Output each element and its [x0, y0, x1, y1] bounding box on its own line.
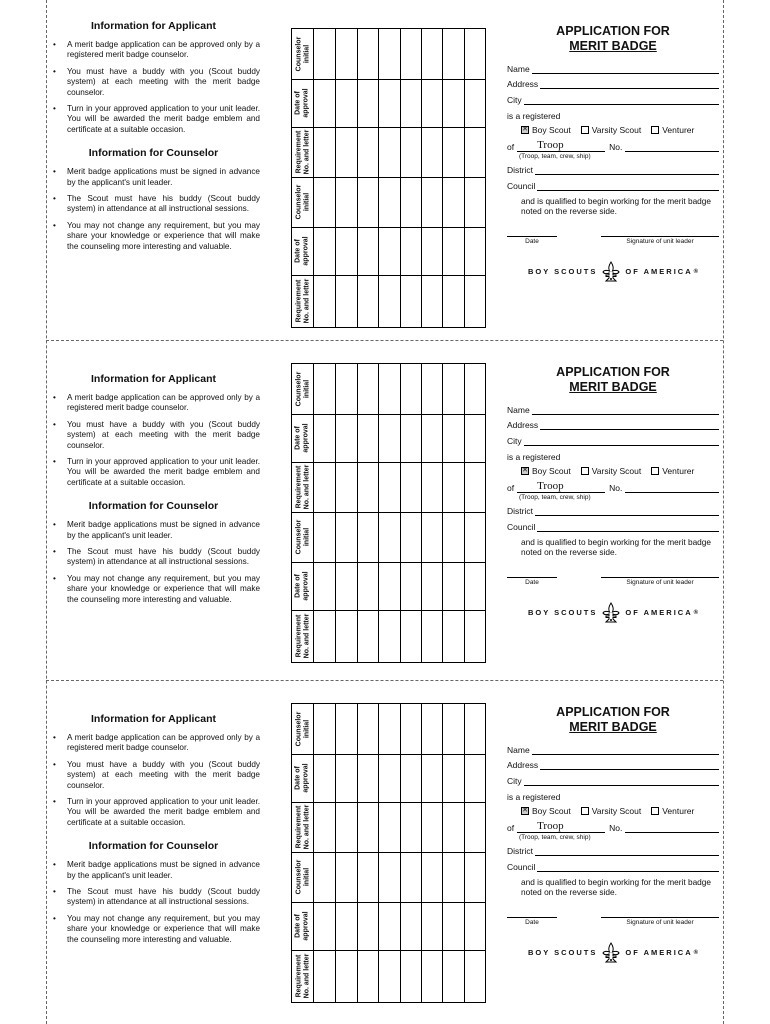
grid-label: Counselor initial [295, 859, 310, 895]
title-line-1: APPLICATION FOR [556, 24, 670, 38]
grid-label: Date of approval [295, 88, 310, 118]
bullet: • [53, 913, 56, 923]
district-label: District [507, 506, 533, 516]
list-item [47, 887, 260, 908]
form-title [507, 705, 719, 735]
bullet: • [53, 797, 56, 807]
grid-label: Date of approval [295, 236, 310, 266]
grid-row-line [314, 462, 485, 463]
date-signature-line[interactable]: Date [507, 917, 557, 926]
list-item [47, 40, 260, 61]
list-item [47, 104, 260, 135]
list-item-text: Merit badge applications must be signed in advance by the applicant's unit leader. [67, 520, 260, 540]
grid-label: Counselor initial [295, 711, 310, 747]
venturer-label: Venturer [662, 465, 695, 476]
grid-row-line [314, 802, 485, 803]
grid-column-line [400, 364, 401, 662]
registered-label: is a registered [507, 110, 561, 121]
grid-label: Requirement No. and letter [295, 464, 311, 510]
registered-trademark: ® [693, 609, 699, 616]
list-item [47, 420, 260, 451]
grid-column-line [335, 704, 336, 1002]
qualified-statement: and is qualified to begin working for the merit badge noted on the reverse side. [521, 195, 712, 216]
unit-hint: (Troop, team, crew, ship) [519, 833, 591, 841]
city-field[interactable] [507, 770, 719, 786]
grid-row-line [314, 177, 485, 178]
info-column [47, 20, 260, 258]
list-item-text: You must have a buddy with you (Scout buddy system) at each meeting with the merit badge counselor. [67, 759, 260, 790]
unit-number-label: No. [609, 141, 623, 152]
grid-label: Counselor initial [295, 184, 310, 220]
grid-column-line [378, 29, 379, 327]
varsity-scout-checkbox[interactable] [581, 467, 589, 475]
grid-column-line [442, 29, 443, 327]
grid-label: Counselor initial [295, 519, 310, 555]
application-form [507, 24, 719, 283]
varsity-scout-label: Varsity Scout [591, 465, 642, 476]
counselor-info-heading: Information for Counselor [88, 147, 219, 160]
of-label: of [507, 482, 515, 493]
grid-label: Date of approval [295, 911, 310, 941]
bsa-left-text: BOY SCOUTS [527, 267, 598, 276]
list-item [47, 797, 260, 828]
info-column [47, 373, 260, 611]
city-label: City [507, 775, 522, 786]
applicant-info-list [47, 733, 260, 828]
council-input-line[interactable] [537, 522, 719, 532]
grid-label: Date of approval [295, 423, 310, 453]
fleur-de-lis-icon [601, 261, 621, 283]
bullet: • [53, 40, 56, 49]
bsa-footer [507, 261, 719, 283]
list-item-text: Turn in your approved application to your unit leader. You will be awarded the merit badge emblem and certificate at a suitable occasion. [67, 797, 260, 827]
applicant-info-heading: Information for Applicant [90, 373, 217, 385]
grid-column-line [464, 704, 465, 1002]
title-line-2: MERIT BADGE [569, 380, 657, 394]
grid-row-line [314, 562, 485, 563]
name-label: Name [507, 404, 530, 415]
grid-column-line [357, 29, 358, 327]
list-item [47, 221, 260, 252]
counselor-info-heading: Information for Counselor [88, 500, 219, 513]
grid-column-line [400, 704, 401, 1002]
application-form [507, 705, 719, 964]
bullet: • [53, 167, 56, 177]
varsity-scout-checkbox[interactable] [581, 126, 589, 134]
applicant-info-list [47, 393, 260, 488]
grid-cells[interactable] [314, 364, 485, 662]
list-item-text: Turn in your approved application to your unit leader. You will be awarded the merit badge emblem and certificate at a suitable occasion. [67, 104, 260, 134]
unit-hint: (Troop, team, crew, ship) [519, 152, 591, 160]
bullet: • [53, 573, 56, 583]
registered-trademark: ® [693, 268, 699, 275]
counselor-info-list [47, 860, 260, 945]
name-input-line[interactable] [532, 64, 719, 74]
varsity-scout-option[interactable] [581, 806, 641, 816]
district-label: District [507, 165, 533, 175]
address-label: Address [507, 420, 539, 430]
grid-column-line [335, 364, 336, 662]
grid-column-line [442, 704, 443, 1002]
grid-label: Requirement No. and letter [295, 278, 311, 323]
bullet: • [53, 759, 56, 769]
list-item-text: You may not change any requirement, but you may share your knowledge or experience that will make the counseling more interesting and valuable. [67, 220, 260, 251]
grid-row-line [314, 512, 485, 513]
list-item-text: Turn in your approved application to your unit leader. You will be awarded the merit badge emblem and certificate at a suitable occasion. [67, 457, 260, 487]
council-field[interactable] [507, 856, 719, 872]
grid-label: Requirement No. and letter [295, 613, 311, 658]
grid-column-line [464, 29, 465, 327]
grid-row-line [314, 414, 485, 415]
list-item-text: Merit badge applications must be signed in advance by the applicant's unit leader. [67, 860, 260, 880]
list-item [47, 520, 260, 541]
varsity-scout-checkbox[interactable] [581, 807, 589, 815]
fleur-de-lis-icon [601, 602, 621, 624]
title-line-1: APPLICATION FOR [556, 705, 670, 719]
unit-leader-signature-line[interactable]: Signature of unit leader [601, 917, 719, 926]
list-item [47, 733, 260, 754]
counselor-info-list [47, 167, 260, 252]
unit-number-label: No. [609, 482, 623, 493]
venturer-option[interactable] [651, 125, 694, 135]
name-field[interactable] [507, 58, 719, 74]
requirements-grid [291, 28, 486, 328]
grid-row-line [314, 227, 485, 228]
bullet: • [53, 547, 56, 557]
list-item-text: The Scout must have his buddy (Scout buddy system) in attendance at all instructional sessions. [67, 887, 260, 907]
name-field[interactable] [507, 739, 719, 755]
bullet: • [53, 66, 56, 76]
list-item [47, 194, 260, 215]
bullet: • [53, 520, 56, 530]
grid-column-line [357, 364, 358, 662]
bullet: • [53, 733, 56, 742]
boy-scout-label: Boy Scout [532, 805, 571, 816]
grid-cells[interactable] [314, 704, 485, 1002]
list-item-text: The Scout must have his buddy (Scout buddy system) in attendance at all instructional sessions. [67, 194, 260, 214]
info-column [47, 713, 260, 951]
address-input-line[interactable] [540, 79, 719, 89]
unit-leader-signature-line[interactable]: Signature of unit leader [601, 577, 719, 586]
boy-scout-option[interactable] [521, 125, 571, 135]
council-field[interactable] [507, 516, 719, 532]
grid-label: Requirement No. and letter [295, 129, 311, 175]
grid-column-line [357, 704, 358, 1002]
name-input-line[interactable] [532, 405, 719, 415]
address-input-line[interactable] [540, 760, 719, 770]
venturer-label: Venturer [662, 805, 695, 816]
grid-label: Date of approval [295, 571, 310, 601]
bullet: • [53, 419, 56, 429]
grid-column-line [378, 364, 379, 662]
address-field[interactable] [507, 755, 719, 771]
bullet: • [53, 220, 56, 230]
city-field[interactable] [507, 430, 719, 446]
bsa-right-text: OF AMERICA [625, 948, 693, 957]
list-item-text: Merit badge applications must be signed in advance by the applicant's unit leader. [67, 167, 260, 187]
grid-label: Requirement No. and letter [295, 953, 311, 998]
list-item-text: The Scout must have his buddy (Scout buddy system) in attendance at all instructional sessions. [67, 547, 260, 567]
title-line-2: MERIT BADGE [569, 720, 657, 734]
district-field[interactable] [507, 160, 719, 176]
district-field[interactable] [507, 501, 719, 517]
district-label: District [507, 846, 533, 856]
bullet: • [53, 104, 56, 114]
unit-type-value[interactable]: Troop [517, 820, 605, 833]
city-input-line[interactable] [524, 436, 719, 446]
bsa-footer [507, 602, 719, 624]
venturer-option[interactable] [651, 806, 694, 816]
list-item [47, 457, 260, 488]
grid-labels [292, 704, 314, 1002]
grid-cells[interactable] [314, 29, 485, 327]
city-label: City [507, 94, 522, 105]
boy-scout-checkbox[interactable] [521, 807, 529, 815]
list-item-text: A merit badge application can be approved only by a registered merit badge counselor. [67, 40, 260, 60]
unit-type-value[interactable]: Troop [517, 139, 605, 152]
boy-scout-option[interactable] [521, 806, 571, 816]
title-line-2: MERIT BADGE [569, 39, 657, 53]
unit-field[interactable] [507, 139, 719, 152]
grid-row-line [314, 127, 485, 128]
district-input-line[interactable] [535, 846, 719, 856]
address-label: Address [507, 760, 539, 770]
signature-row [507, 236, 719, 245]
grid-label: Date of approval [295, 763, 310, 793]
city-field[interactable] [507, 89, 719, 105]
grid-label: Requirement No. and letter [295, 804, 311, 850]
signature-row [507, 577, 719, 586]
form-title [507, 365, 719, 395]
list-item [47, 67, 260, 98]
address-input-line[interactable] [540, 420, 719, 430]
venturer-checkbox[interactable] [651, 807, 659, 815]
venturer-checkbox[interactable] [651, 126, 659, 134]
varsity-scout-option[interactable] [581, 125, 641, 135]
unit-number-input-line[interactable] [625, 823, 719, 833]
varsity-scout-label: Varsity Scout [591, 124, 642, 135]
list-item [47, 760, 260, 791]
bsa-right-text: OF AMERICA [625, 267, 693, 276]
application-form [507, 365, 719, 624]
bullet: • [53, 887, 56, 897]
bsa-right-text: OF AMERICA [625, 608, 693, 617]
application-card-3 [47, 681, 723, 1021]
list-item-text: A merit badge application can be approved only by a registered merit badge counselor. [67, 733, 260, 753]
address-field[interactable] [507, 415, 719, 431]
membership-checkboxes [507, 806, 719, 816]
unit-number-input-line[interactable] [625, 142, 719, 152]
unit-field[interactable] [507, 480, 719, 493]
membership-checkboxes [507, 466, 719, 476]
bullet: • [53, 393, 56, 402]
boy-scout-checkbox[interactable] [521, 467, 529, 475]
council-field[interactable] [507, 175, 719, 191]
list-item [47, 914, 260, 945]
grid-labels [292, 364, 314, 662]
venturer-option[interactable] [651, 466, 694, 476]
bullet: • [53, 860, 56, 870]
grid-row-line [314, 610, 485, 611]
grid-row-line [314, 754, 485, 755]
boy-scout-label: Boy Scout [532, 124, 571, 135]
unit-hint: (Troop, team, crew, ship) [519, 493, 591, 501]
grid-row-line [314, 950, 485, 951]
applicant-info-heading: Information for Applicant [90, 20, 217, 32]
grid-column-line [421, 29, 422, 327]
venturer-label: Venturer [662, 124, 695, 135]
district-input-line[interactable] [535, 506, 719, 516]
name-field[interactable] [507, 399, 719, 415]
name-input-line[interactable] [532, 745, 719, 755]
list-item [47, 167, 260, 188]
bsa-left-text: BOY SCOUTS [527, 948, 598, 957]
qualified-statement: and is qualified to begin working for the merit badge noted on the reverse side. [521, 876, 712, 897]
city-input-line[interactable] [524, 776, 719, 786]
qualified-statement: and is qualified to begin working for the merit badge noted on the reverse side. [521, 536, 712, 557]
district-input-line[interactable] [535, 165, 719, 175]
grid-column-line [378, 704, 379, 1002]
signature-row [507, 917, 719, 926]
date-signature-line[interactable]: Date [507, 236, 557, 245]
counselor-info-list [47, 520, 260, 605]
grid-label: Counselor initial [295, 371, 310, 407]
bullet: • [53, 194, 56, 204]
council-input-line[interactable] [537, 862, 719, 872]
council-label: Council [507, 861, 536, 872]
grid-row-line [314, 275, 485, 276]
grid-column-line [464, 364, 465, 662]
form-title [507, 24, 719, 54]
application-card-1 [47, 0, 723, 340]
grid-label: Counselor initial [295, 36, 310, 72]
list-item-text: You must have a buddy with you (Scout buddy system) at each meeting with the merit badge counselor. [67, 66, 260, 97]
list-item [47, 547, 260, 568]
of-label: of [507, 822, 515, 833]
boy-scout-checkbox[interactable] [521, 126, 529, 134]
bullet: • [53, 457, 56, 467]
applicant-info-heading: Information for Applicant [90, 713, 217, 725]
council-label: Council [507, 180, 536, 191]
requirements-grid [291, 363, 486, 663]
fleur-de-lis-icon [601, 942, 621, 964]
unit-number-input-line[interactable] [625, 483, 719, 493]
grid-labels [292, 29, 314, 327]
grid-row-line [314, 902, 485, 903]
varsity-scout-label: Varsity Scout [591, 805, 642, 816]
grid-column-line [421, 704, 422, 1002]
registered-label: is a registered [507, 791, 561, 802]
grid-row-line [314, 852, 485, 853]
grid-row-line [314, 79, 485, 80]
list-item-text: A merit badge application can be approved only by a registered merit badge counselor. [67, 393, 260, 413]
boy-scout-option[interactable] [521, 466, 571, 476]
registered-label: is a registered [507, 451, 561, 462]
council-input-line[interactable] [537, 181, 719, 191]
date-signature-line[interactable]: Date [507, 577, 557, 586]
grid-column-line [400, 29, 401, 327]
bsa-footer [507, 942, 719, 964]
list-item [47, 860, 260, 881]
requirements-grid [291, 703, 486, 1003]
name-label: Name [507, 63, 530, 74]
grid-column-line [335, 29, 336, 327]
grid-column-line [421, 364, 422, 662]
unit-number-label: No. [609, 822, 623, 833]
unit-field[interactable] [507, 820, 719, 833]
council-label: Council [507, 521, 536, 532]
city-input-line[interactable] [524, 95, 719, 105]
unit-type-value[interactable]: Troop [517, 480, 605, 493]
of-label: of [507, 141, 515, 152]
registered-trademark: ® [693, 949, 699, 956]
membership-checkboxes [507, 125, 719, 135]
boy-scout-label: Boy Scout [532, 465, 571, 476]
city-label: City [507, 435, 522, 446]
list-item [47, 574, 260, 605]
title-line-1: APPLICATION FOR [556, 365, 670, 379]
application-card-2 [47, 341, 723, 681]
list-item-text: You may not change any requirement, but you may share your knowledge or experience that will make the counseling more interesting and valuable. [67, 913, 260, 944]
bsa-left-text: BOY SCOUTS [527, 608, 598, 617]
varsity-scout-option[interactable] [581, 466, 641, 476]
list-item [47, 393, 260, 414]
address-label: Address [507, 79, 539, 89]
list-item-text: You may not change any requirement, but you may share your knowledge or experience that will make the counseling more interesting and valuable. [67, 573, 260, 604]
right-cut-line [723, 0, 724, 1024]
counselor-info-heading: Information for Counselor [88, 840, 219, 853]
venturer-checkbox[interactable] [651, 467, 659, 475]
list-item-text: You must have a buddy with you (Scout buddy system) at each meeting with the merit badge counselor. [67, 419, 260, 450]
grid-column-line [442, 364, 443, 662]
applicant-info-list [47, 40, 260, 135]
unit-leader-signature-line[interactable]: Signature of unit leader [601, 236, 719, 245]
address-field[interactable] [507, 74, 719, 90]
name-label: Name [507, 744, 530, 755]
district-field[interactable] [507, 841, 719, 857]
